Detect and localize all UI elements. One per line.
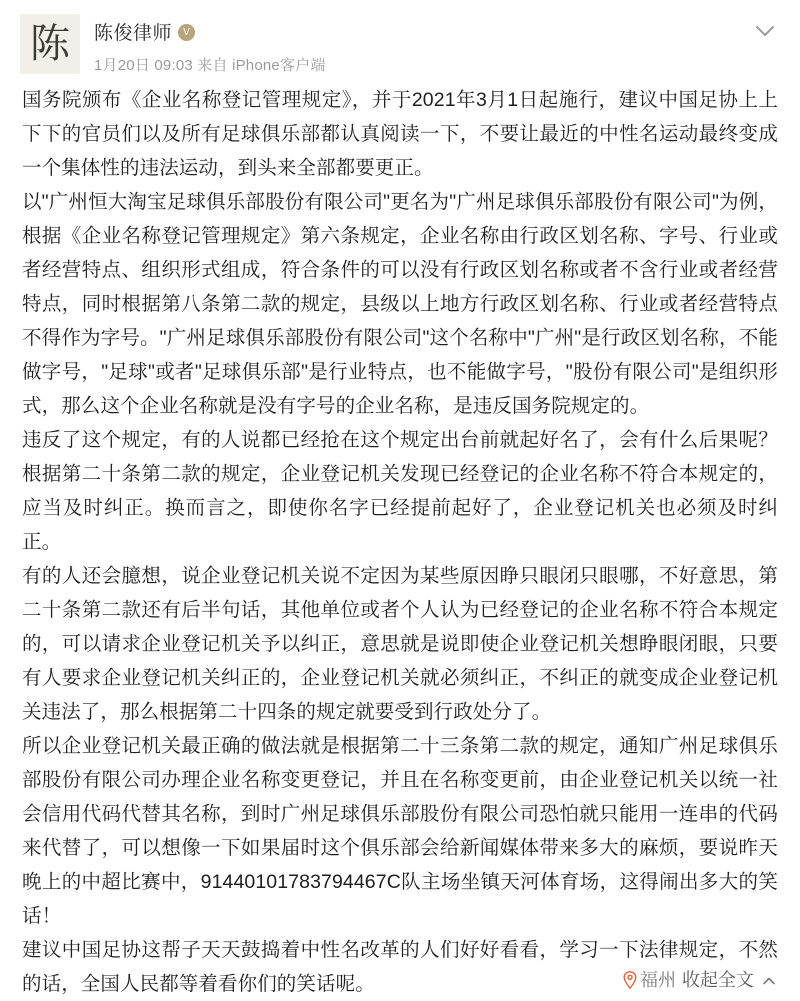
location-pin-icon: [623, 971, 637, 989]
post-paragraph: 国务院颁布《企业名称登记管理规定》，并于2021年3月1日起施行，建议中国足协上上下下的官员们以及所有足球俱乐部都认真阅读一下，不要让最近的中性名运动最终变成一个集体性的违法运动，到头来全部都要更正。: [22, 89, 778, 179]
verified-badge-icon: V: [178, 24, 195, 41]
author-row: [94, 18, 780, 45]
post-header: [0, 0, 800, 81]
post-paragraph: 建议中国足协这帮子天天鼓捣着中性名改革的人们好好看看，学习一下法律规定，不然的话，全国人民都等着看你们的笑话呢。: [22, 939, 778, 995]
location-label: 福州: [640, 970, 676, 990]
author-name[interactable]: 陈俊律师: [94, 23, 173, 44]
post-paragraph: 违反了这个规定，有的人说都已经抢在这个规定出台前就起好名了，会有什么后果呢？根据第二十条第二款的规定，企业登记机关发现已经登记的企业名称不符合本规定的，应当及时纠正。换而言之，即使你名字已经提前起好了，企业登记机关也必须及时纠正。: [22, 429, 778, 553]
post-paragraph: 有的人还会臆想，说企业登记机关说不定因为某些原因睁只眼闭只眼哪，不好意思，第二十条第二款还有后半句话，其他单位或者个人认为已经登记的企业名称不符合本规定的，可以请求企业登记机关予以纠正，意思就是说即使企业登记机关想睁眼闭眼，只要有人要求企业登记机关纠正的，企业登记机关就必须纠正，不纠正的就变成企业登记机关违法了，那么根据第二十四条的规定就要受到行政处分了。: [22, 565, 778, 723]
chevron-down-icon[interactable]: [752, 18, 778, 44]
location-tag[interactable]: [623, 966, 676, 992]
post-paragraph: 所以企业登记机关最正确的做法就是根据第二十三条第二款的规定，通知广州足球俱乐部股份有限公司办理企业名称变更登记，并且在名称变更前，由企业登记机关以统一社会信用代码代替其名称，到时广州足球俱乐部股份有限公司恐怕就只能用一连串的代码来代替了，可以想像一下如果届时这个俱乐部会给新闻媒体带来多大的麻烦，要说昨天晚上的中超比赛中，91440101783794467C队主场坐镇天河体育场，这得闹出多大的笑话！: [22, 735, 778, 927]
post-meta: [94, 14, 780, 75]
collapse-text-button[interactable]: 收起全文: [682, 970, 754, 990]
post-content: [0, 81, 800, 1001]
post-timestamp-source: 1月20日 09:03 来自 iPhone客户端: [94, 57, 326, 74]
caret-up-icon[interactable]: [760, 972, 778, 990]
avatar[interactable]: 陈: [20, 14, 80, 74]
post-footer: [623, 966, 778, 992]
post-paragraph: 以"广州恒大淘宝足球俱乐部股份有限公司"更名为"广州足球俱乐部股份有限公司"为例，根据《企业名称登记管理规定》第六条规定，企业名称由行政区划名称、字号、行业或者经营特点、组织形式组成，符合条件的可以没有行政区划名称或者不含行业或者经营特点，同时根据第八条第二款的规定，县级以上地方行政区划名称、行业或者经营特点不得作为字号。"广州足球俱乐部股份有限公司"这个名称中"广州"是行政区划名称，不能做字号，"足球"或者"足球俱乐部"是行业特点，也不能做字号，"股份有限公司"是组织形式，那么这个企业名称就是没有字号的企业名称，是违反国务院规定的。: [22, 191, 778, 417]
